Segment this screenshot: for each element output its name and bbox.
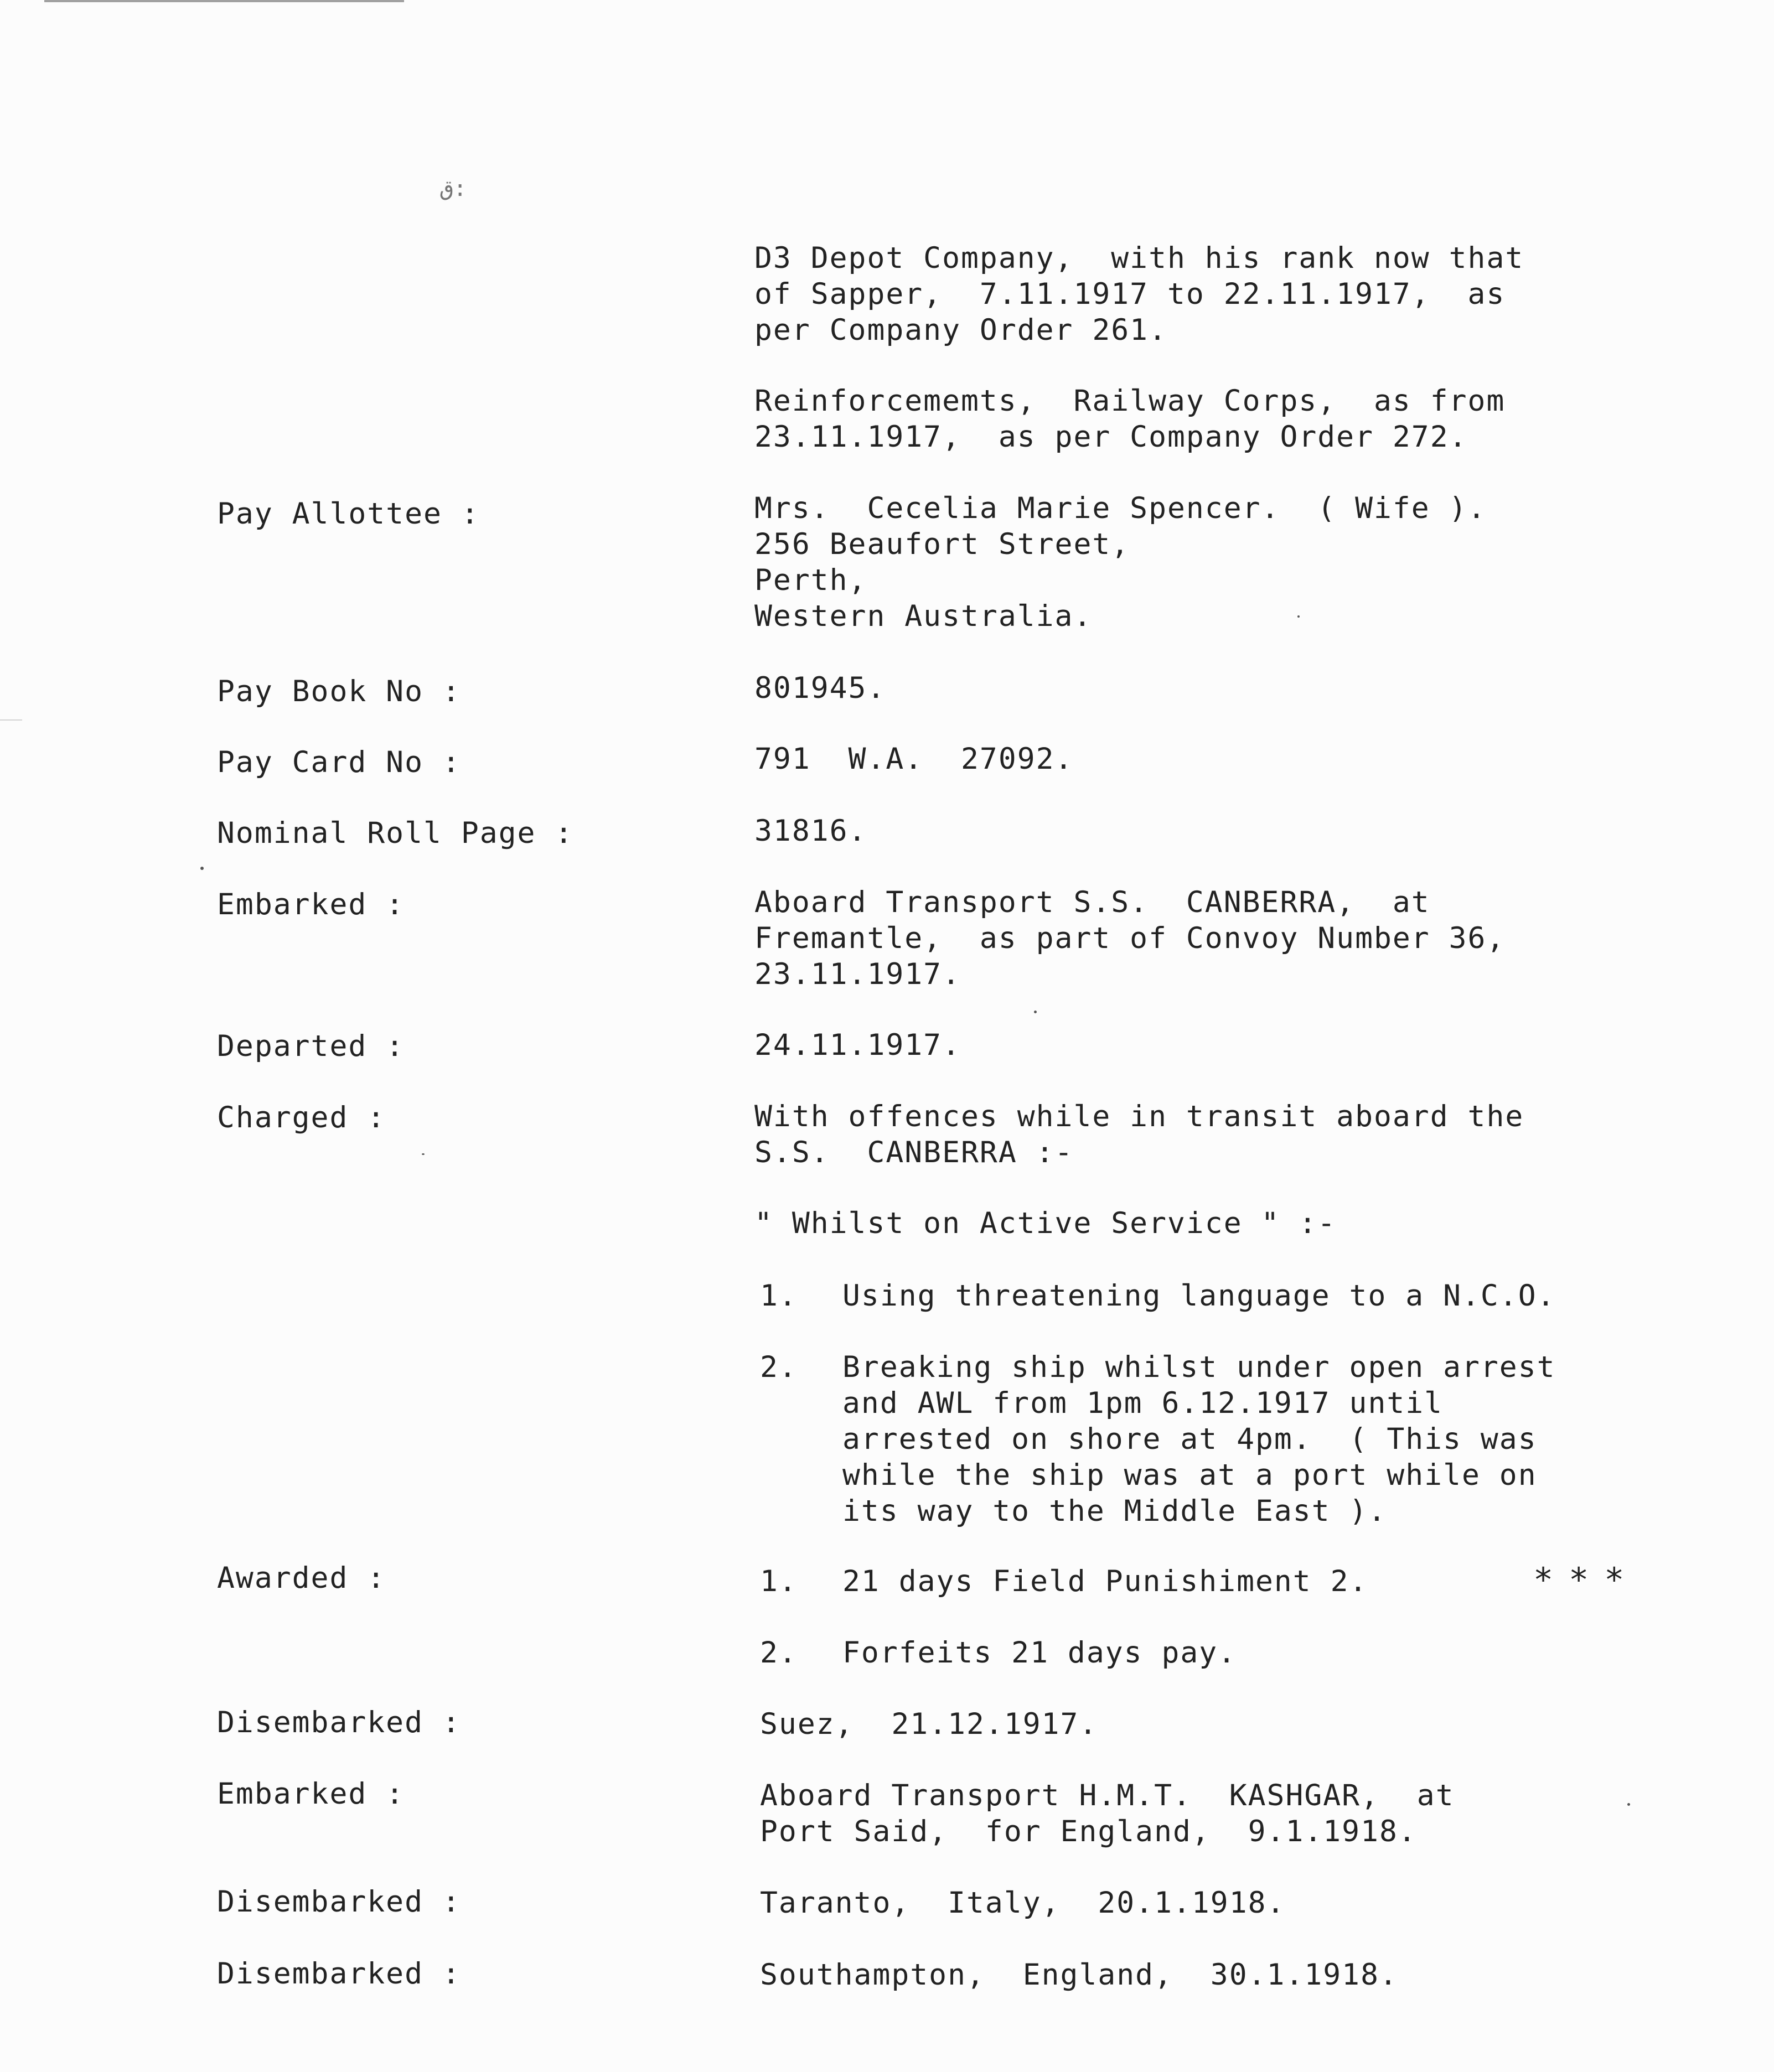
award-text: 21 days Field Punishiment 2. bbox=[842, 1565, 1368, 1598]
disembarked-suez-value: Suez, 21.12.1917. bbox=[760, 1707, 1098, 1741]
offence-text: Breaking ship whilst under open arrest bbox=[842, 1350, 1556, 1384]
page-mark: ق: bbox=[440, 176, 467, 201]
offence-text: and AWL from 1pm 6.12.1917 until bbox=[842, 1386, 1444, 1420]
awarded-label: Awarded : bbox=[217, 1561, 386, 1595]
disembarked-southampton-value: Southampton, England, 30.1.1918. bbox=[760, 1958, 1398, 1992]
pay-allottee-label: Pay Allottee : bbox=[217, 497, 480, 531]
continuation-line-2: of Sapper, 7.11.1917 to 22.11.1917, as bbox=[754, 277, 1506, 311]
charged-line-1: With offences while in transit aboard the bbox=[754, 1100, 1524, 1133]
disembarked-taranto-label: Disembarked : bbox=[217, 1885, 461, 1919]
offence-text: its way to the Middle East ). bbox=[842, 1494, 1387, 1528]
ink-speck bbox=[422, 1153, 425, 1155]
offence-number: 2. bbox=[760, 1350, 798, 1384]
ink-speck bbox=[1297, 615, 1300, 618]
ink-speck bbox=[200, 867, 204, 870]
active-service-heading: " Whilst on Active Service " :- bbox=[754, 1206, 1337, 1240]
continuation-line-1: D3 Depot Company, with his rank now that bbox=[754, 241, 1524, 275]
disembarked-southampton-label: Disembarked : bbox=[217, 1957, 461, 1991]
embarked-line-1: Aboard Transport S.S. CANBERRA, at bbox=[754, 885, 1430, 919]
embarked-line-2: Fremantle, as part of Convoy Number 36, bbox=[754, 921, 1506, 955]
pay-card-label: Pay Card No : bbox=[217, 745, 461, 779]
pay-allottee-city: Perth, bbox=[754, 563, 867, 597]
reinforcements-line-2: 23.11.1917, as per Company Order 272. bbox=[754, 420, 1468, 454]
ink-speck bbox=[1034, 1011, 1037, 1013]
offence-text: arrested on shore at 4pm. ( This was bbox=[842, 1422, 1537, 1456]
pay-allottee-street: 256 Beaufort Street, bbox=[754, 527, 1130, 561]
nominal-roll-value: 31816. bbox=[754, 814, 867, 848]
asterisk-marks: *** bbox=[1533, 1561, 1640, 1599]
departed-label: Departed : bbox=[217, 1029, 405, 1063]
award-number: 2. bbox=[760, 1636, 798, 1670]
disembarked-taranto-value: Taranto, Italy, 20.1.1918. bbox=[760, 1886, 1286, 1920]
embarked-kashgar-line-2: Port Said, for England, 9.1.1918. bbox=[760, 1815, 1417, 1848]
offence-text: while the ship was at a port while on bbox=[842, 1458, 1537, 1492]
charged-line-2: S.S. CANBERRA :- bbox=[754, 1136, 1074, 1169]
offence-text: Using threatening language to a N.C.O. bbox=[842, 1279, 1556, 1313]
award-number: 1. bbox=[760, 1565, 798, 1598]
nominal-roll-label: Nominal Roll Page : bbox=[217, 816, 574, 850]
pay-book-value: 801945. bbox=[754, 671, 886, 705]
departed-value: 24.11.1917. bbox=[754, 1028, 961, 1062]
embarked-label: Embarked : bbox=[217, 888, 405, 921]
reinforcements-line-1: Reinforcememts, Railway Corps, as from bbox=[754, 384, 1506, 418]
charged-label: Charged : bbox=[217, 1101, 386, 1135]
scan-margin-line bbox=[0, 719, 22, 721]
continuation-line-3: per Company Order 261. bbox=[754, 313, 1167, 347]
pay-card-value: 791 W.A. 27092. bbox=[754, 742, 1074, 776]
embarked-kashgar-label: Embarked : bbox=[217, 1777, 405, 1811]
scan-edge-line bbox=[44, 0, 404, 2]
embarked-line-3: 23.11.1917. bbox=[754, 957, 961, 991]
pay-allottee-name: Mrs. Cecelia Marie Spencer. ( Wife ). bbox=[754, 491, 1487, 525]
ink-speck bbox=[1627, 1803, 1630, 1806]
embarked-kashgar-line-1: Aboard Transport H.M.T. KASHGAR, at bbox=[760, 1779, 1455, 1812]
pay-book-label: Pay Book No : bbox=[217, 675, 461, 708]
disembarked-suez-label: Disembarked : bbox=[217, 1706, 461, 1739]
pay-allottee-state: Western Australia. bbox=[754, 599, 1093, 633]
award-text: Forfeits 21 days pay. bbox=[842, 1636, 1237, 1670]
offence-number: 1. bbox=[760, 1279, 798, 1313]
